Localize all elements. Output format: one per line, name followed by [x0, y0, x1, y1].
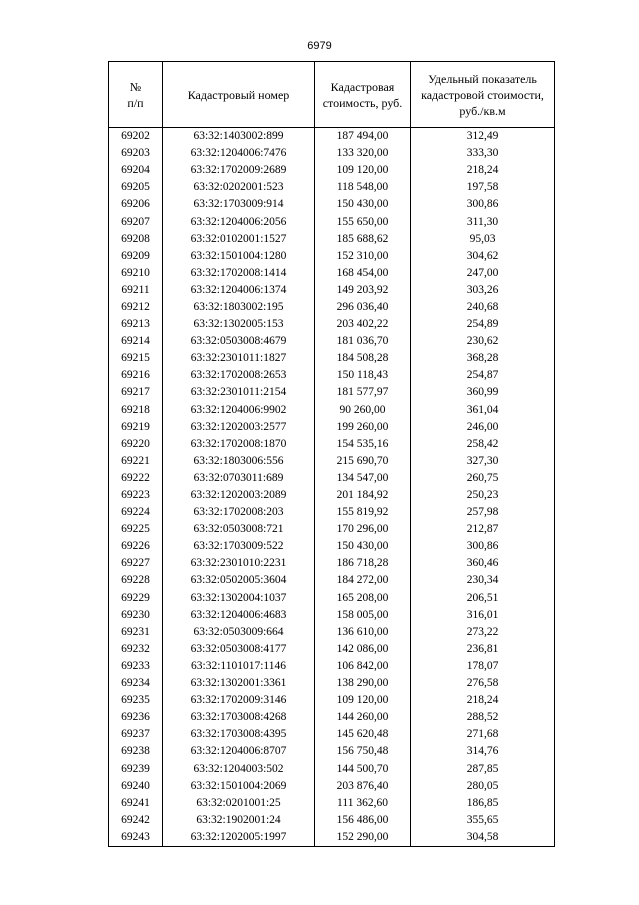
cell-cadastral-number: 63:32:0502005:3604 — [163, 572, 315, 589]
cell-cadastral-number: 63:32:1702008:2653 — [163, 367, 315, 384]
cell-num: 69241 — [109, 795, 163, 812]
cell-cadastral-number: 63:32:1703008:4268 — [163, 709, 315, 726]
table-row — [109, 333, 555, 350]
cell-num: 69207 — [109, 213, 163, 230]
cell-cadastral-value: 203 402,22 — [315, 316, 411, 333]
cell-num: 69225 — [109, 521, 163, 538]
cell-specific-value: 230,62 — [411, 333, 555, 350]
cell-cadastral-number: 63:32:1501004:2069 — [163, 778, 315, 795]
header-cadastral-value-label: Кадастровая стоимость, руб. — [322, 79, 403, 110]
table-row — [109, 162, 555, 179]
cell-cadastral-number: 63:32:2301010:2231 — [163, 555, 315, 572]
cell-specific-value: 236,81 — [411, 641, 555, 658]
cell-cadastral-number: 63:32:1702008:1870 — [163, 436, 315, 453]
cell-cadastral-value: 134 547,00 — [315, 470, 411, 487]
cell-num: 69210 — [109, 265, 163, 282]
cell-specific-value: 287,85 — [411, 760, 555, 777]
cell-cadastral-number: 63:32:1702008:203 — [163, 504, 315, 521]
cell-specific-value: 280,05 — [411, 778, 555, 795]
cell-num: 69230 — [109, 607, 163, 624]
table-row — [109, 675, 555, 692]
table-row — [109, 367, 555, 384]
cell-specific-value: 212,87 — [411, 521, 555, 538]
cell-specific-value: 303,26 — [411, 282, 555, 299]
cell-cadastral-value: 170 296,00 — [315, 521, 411, 538]
cell-cadastral-value: 155 819,92 — [315, 504, 411, 521]
cell-num: 69226 — [109, 538, 163, 555]
cell-cadastral-number: 63:32:1702008:1414 — [163, 265, 315, 282]
cell-cadastral-value: 152 310,00 — [315, 248, 411, 265]
cell-cadastral-value: 296 036,40 — [315, 299, 411, 316]
table-row — [109, 248, 555, 265]
cell-cadastral-number: 63:32:0102001:1527 — [163, 231, 315, 248]
cell-specific-value: 300,86 — [411, 538, 555, 555]
cell-specific-value: 300,86 — [411, 196, 555, 213]
cell-cadastral-number: 63:32:0202001:523 — [163, 179, 315, 196]
table-row — [109, 726, 555, 743]
cell-cadastral-value: 111 362,60 — [315, 795, 411, 812]
header-specific-value-label: Удельный показатель кадастровой стоимости, руб./кв.м — [421, 71, 544, 118]
table-row — [109, 555, 555, 572]
table-row — [109, 521, 555, 538]
cell-specific-value: 95,03 — [411, 231, 555, 248]
cell-specific-value: 304,58 — [411, 829, 555, 847]
cell-cadastral-value: 156 750,48 — [315, 743, 411, 760]
table-row — [109, 145, 555, 162]
cell-num: 69228 — [109, 572, 163, 589]
cell-cadastral-value: 138 290,00 — [315, 675, 411, 692]
cell-cadastral-number: 63:32:1204006:1374 — [163, 282, 315, 299]
table-body — [109, 128, 555, 847]
table-header — [109, 62, 555, 128]
table-row — [109, 504, 555, 521]
cell-cadastral-number: 63:32:1302004:1037 — [163, 590, 315, 607]
cell-cadastral-number: 63:32:1202005:1997 — [163, 829, 315, 847]
cell-specific-value: 230,34 — [411, 572, 555, 589]
cell-num: 69212 — [109, 299, 163, 316]
cell-cadastral-number: 63:32:1202003:2577 — [163, 419, 315, 436]
table-row — [109, 624, 555, 641]
cell-cadastral-value: 155 650,00 — [315, 213, 411, 230]
cell-num: 69205 — [109, 179, 163, 196]
table-row — [109, 299, 555, 316]
cell-cadastral-number: 63:32:1302005:153 — [163, 316, 315, 333]
cell-cadastral-number: 63:32:1204006:2056 — [163, 213, 315, 230]
cell-cadastral-number: 63:32:0201001:25 — [163, 795, 315, 812]
cell-cadastral-number: 63:32:1204003:502 — [163, 760, 315, 777]
cell-cadastral-number: 63:32:0703011:689 — [163, 470, 315, 487]
table-row — [109, 453, 555, 470]
table-row — [109, 487, 555, 504]
table-row — [109, 760, 555, 777]
cell-cadastral-number: 63:32:0503008:4679 — [163, 333, 315, 350]
cell-cadastral-value: 106 842,00 — [315, 658, 411, 675]
table-row — [109, 128, 555, 146]
cell-num: 69227 — [109, 555, 163, 572]
cell-cadastral-value: 136 610,00 — [315, 624, 411, 641]
cell-num: 69219 — [109, 419, 163, 436]
cell-cadastral-value: 187 494,00 — [315, 128, 411, 146]
cell-cadastral-number: 63:32:2301011:1827 — [163, 350, 315, 367]
cell-num: 69231 — [109, 624, 163, 641]
cell-num: 69216 — [109, 367, 163, 384]
cell-specific-value: 206,51 — [411, 590, 555, 607]
cell-cadastral-number: 63:32:1501004:1280 — [163, 248, 315, 265]
table-row — [109, 709, 555, 726]
table-row — [109, 538, 555, 555]
cell-num: 69211 — [109, 282, 163, 299]
cell-num: 69224 — [109, 504, 163, 521]
cell-specific-value: 360,46 — [411, 555, 555, 572]
cell-specific-value: 178,07 — [411, 658, 555, 675]
table-row — [109, 778, 555, 795]
cell-specific-value: 258,42 — [411, 436, 555, 453]
cell-cadastral-value: 199 260,00 — [315, 419, 411, 436]
cell-cadastral-value: 215 690,70 — [315, 453, 411, 470]
header-num — [109, 62, 163, 128]
cell-cadastral-number: 63:32:1101017:1146 — [163, 658, 315, 675]
table-row — [109, 692, 555, 709]
cell-cadastral-value: 181 036,70 — [315, 333, 411, 350]
cell-specific-value: 273,22 — [411, 624, 555, 641]
cell-num: 69213 — [109, 316, 163, 333]
cell-cadastral-value: 184 508,28 — [315, 350, 411, 367]
table-row — [109, 829, 555, 847]
table-row — [109, 743, 555, 760]
cell-specific-value: 218,24 — [411, 162, 555, 179]
cell-cadastral-value: 90 260,00 — [315, 402, 411, 419]
cell-num: 69217 — [109, 384, 163, 401]
cell-cadastral-value: 185 688,62 — [315, 231, 411, 248]
cell-specific-value: 218,24 — [411, 692, 555, 709]
cell-cadastral-number: 63:32:1803006:556 — [163, 453, 315, 470]
table-row — [109, 658, 555, 675]
table-row — [109, 196, 555, 213]
cell-cadastral-number: 63:32:1702009:2689 — [163, 162, 315, 179]
cell-num: 69236 — [109, 709, 163, 726]
cell-cadastral-value: 118 548,00 — [315, 179, 411, 196]
cell-specific-value: 247,00 — [411, 265, 555, 282]
cell-cadastral-value: 145 620,48 — [315, 726, 411, 743]
cell-num: 69218 — [109, 402, 163, 419]
cell-cadastral-value: 186 718,28 — [315, 555, 411, 572]
cell-cadastral-value: 150 430,00 — [315, 196, 411, 213]
cell-cadastral-number: 63:32:1703008:4395 — [163, 726, 315, 743]
cell-num: 69229 — [109, 590, 163, 607]
cell-specific-value: 311,30 — [411, 213, 555, 230]
cell-cadastral-number: 63:32:1803002:195 — [163, 299, 315, 316]
cell-cadastral-value: 150 118,43 — [315, 367, 411, 384]
table-row — [109, 265, 555, 282]
cell-cadastral-value: 156 486,00 — [315, 812, 411, 829]
cell-cadastral-number: 63:32:2301011:2154 — [163, 384, 315, 401]
table-row — [109, 419, 555, 436]
cell-specific-value: 304,62 — [411, 248, 555, 265]
cell-cadastral-number: 63:32:1204006:4683 — [163, 607, 315, 624]
cell-specific-value: 368,28 — [411, 350, 555, 367]
cell-specific-value: 276,58 — [411, 675, 555, 692]
cell-cadastral-number: 63:32:1202003:2089 — [163, 487, 315, 504]
table-row — [109, 402, 555, 419]
table-row — [109, 213, 555, 230]
table-row — [109, 607, 555, 624]
table-row — [109, 384, 555, 401]
cell-num: 69220 — [109, 436, 163, 453]
cell-cadastral-number: 63:32:1902001:24 — [163, 812, 315, 829]
cell-cadastral-value: 142 086,00 — [315, 641, 411, 658]
page-number: 6979 — [307, 40, 332, 52]
cell-specific-value: 186,85 — [411, 795, 555, 812]
cell-cadastral-value: 154 535,16 — [315, 436, 411, 453]
cell-num: 69243 — [109, 829, 163, 847]
cell-specific-value: 312,49 — [411, 128, 555, 146]
cell-num: 69204 — [109, 162, 163, 179]
cell-cadastral-number: 63:32:1302001:3361 — [163, 675, 315, 692]
cell-specific-value: 288,52 — [411, 709, 555, 726]
cell-specific-value: 333,30 — [411, 145, 555, 162]
cell-cadastral-value: 203 876,40 — [315, 778, 411, 795]
cell-num: 69203 — [109, 145, 163, 162]
cell-num: 69223 — [109, 487, 163, 504]
cell-specific-value: 257,98 — [411, 504, 555, 521]
cell-cadastral-value: 201 184,92 — [315, 487, 411, 504]
cell-cadastral-value: 144 260,00 — [315, 709, 411, 726]
cell-num: 69214 — [109, 333, 163, 350]
cell-cadastral-number: 63:32:1703009:914 — [163, 196, 315, 213]
cell-specific-value: 355,65 — [411, 812, 555, 829]
table-row — [109, 795, 555, 812]
table-row — [109, 231, 555, 248]
cell-num: 69209 — [109, 248, 163, 265]
cell-cadastral-value: 181 577,97 — [315, 384, 411, 401]
cell-num: 69222 — [109, 470, 163, 487]
cell-cadastral-number: 63:32:0503009:664 — [163, 624, 315, 641]
header-num-label: № п/п — [127, 79, 144, 110]
cell-num: 69233 — [109, 658, 163, 675]
cell-num: 69202 — [109, 128, 163, 146]
cell-cadastral-number: 63:32:0503008:721 — [163, 521, 315, 538]
cell-num: 69237 — [109, 726, 163, 743]
header-cadastral-number — [163, 62, 315, 128]
cell-specific-value: 260,75 — [411, 470, 555, 487]
cell-cadastral-value: 133 320,00 — [315, 145, 411, 162]
cell-cadastral-number: 63:32:1703009:522 — [163, 538, 315, 555]
cell-num: 69208 — [109, 231, 163, 248]
cell-num: 69232 — [109, 641, 163, 658]
cell-num: 69240 — [109, 778, 163, 795]
table-row — [109, 641, 555, 658]
cell-cadastral-value: 158 005,00 — [315, 607, 411, 624]
cell-cadastral-value: 149 203,92 — [315, 282, 411, 299]
cell-cadastral-number: 63:32:1403002:899 — [163, 128, 315, 146]
table-row — [109, 316, 555, 333]
cell-specific-value: 316,01 — [411, 607, 555, 624]
cell-cadastral-number: 63:32:0503008:4177 — [163, 641, 315, 658]
table-row — [109, 590, 555, 607]
cell-cadastral-number: 63:32:1204006:7476 — [163, 145, 315, 162]
cell-cadastral-number: 63:32:1702009:3146 — [163, 692, 315, 709]
table-row — [109, 436, 555, 453]
cell-cadastral-value: 165 208,00 — [315, 590, 411, 607]
table-row — [109, 350, 555, 367]
cell-cadastral-value: 152 290,00 — [315, 829, 411, 847]
cell-specific-value: 246,00 — [411, 419, 555, 436]
cell-num: 69206 — [109, 196, 163, 213]
cell-cadastral-value: 150 430,00 — [315, 538, 411, 555]
cell-num: 69239 — [109, 760, 163, 777]
cell-num: 69221 — [109, 453, 163, 470]
cell-cadastral-value: 109 120,00 — [315, 162, 411, 179]
cell-num: 69234 — [109, 675, 163, 692]
header-row — [109, 62, 555, 128]
table-row — [109, 812, 555, 829]
cell-specific-value: 254,89 — [411, 316, 555, 333]
cell-cadastral-value: 144 500,70 — [315, 760, 411, 777]
table-row — [109, 470, 555, 487]
table-row — [109, 179, 555, 196]
cell-num: 69238 — [109, 743, 163, 760]
cadastral-table — [108, 61, 555, 847]
cell-cadastral-value: 168 454,00 — [315, 265, 411, 282]
table-row — [109, 282, 555, 299]
cell-specific-value: 254,87 — [411, 367, 555, 384]
cell-cadastral-value: 184 272,00 — [315, 572, 411, 589]
cell-specific-value: 271,68 — [411, 726, 555, 743]
cell-num: 69242 — [109, 812, 163, 829]
cell-specific-value: 327,30 — [411, 453, 555, 470]
cell-specific-value: 361,04 — [411, 402, 555, 419]
cell-cadastral-value: 109 120,00 — [315, 692, 411, 709]
header-cadastral-number-label: Кадастровый номер — [187, 87, 290, 102]
header-specific-value — [411, 62, 555, 128]
cell-num: 69235 — [109, 692, 163, 709]
cell-specific-value: 240,68 — [411, 299, 555, 316]
cell-specific-value: 314,76 — [411, 743, 555, 760]
cell-cadastral-number: 63:32:1204006:9902 — [163, 402, 315, 419]
cell-specific-value: 360,99 — [411, 384, 555, 401]
header-cadastral-value — [315, 62, 411, 128]
table-row — [109, 572, 555, 589]
cell-num: 69215 — [109, 350, 163, 367]
cell-specific-value: 250,23 — [411, 487, 555, 504]
cell-specific-value: 197,58 — [411, 179, 555, 196]
cell-cadastral-number: 63:32:1204006:8707 — [163, 743, 315, 760]
